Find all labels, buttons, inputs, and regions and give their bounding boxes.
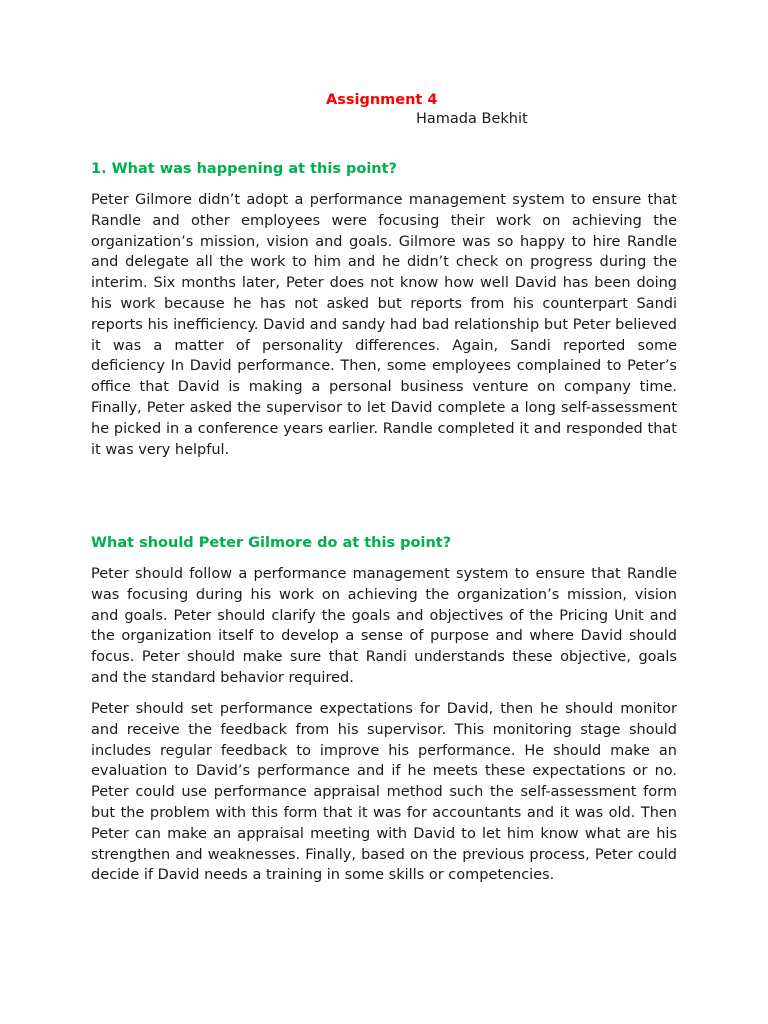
document-title: Assignment 4 [326, 92, 438, 108]
section-heading: 1. What was happening at this point? [91, 161, 397, 177]
paragraph: Peter should follow a performance management system to ensure that Randle was focusing during his work on achieving the organization’s mission, vision and goals. Peter should clarify the goals and objectives of the Pricing Unit and the organization itself to develop a sense of purpose and where David should focus. Peter should make sure that Randi understands these objective, goals and the standard behavior required. [91, 566, 677, 686]
paragraph: Peter should set performance expectations for David, then he should monitor and receive the feedback from his supervisor. This monitoring stage should includes regular feedback to improve his performance. He should make an evaluation to David’s performance and if he meets these expectations or no. Peter could use performance appraisal method such the self-assessment form but the problem with this form that it was for accountants and it was old. Then Peter can make an appraisal meeting with David to let him know what are his strengthen and weaknesses. Finally, based on the previous process, Peter could decide if David needs a training in some skills or competencies. [91, 701, 677, 884]
paragraph: Peter Gilmore didn’t adopt a performance management system to ensure that Randle and other employees were focusing their work on achieving the organization’s mission, vision and goals. Gilmore was so happy to hire Randle and delegate all the work to him and he didn’t check on progress during the interim. Six months later, Peter does not know how well David has been doing his work because he has not asked but reports from his counterpart Sandi reports his inefficiency. David and sandy had bad relationship but Peter believed it was a matter of personality differences. Again, Sandi reported some deficiency In David performance. Then, some employees complained to Peter’s office that David is making a personal business venture on company time. Finally, Peter asked the supervisor to let David complete a long self-assessment he picked in a conference years earlier. Randle completed it and responded that it was very helpful. [91, 192, 677, 458]
document-author: Hamada Bekhit [416, 111, 528, 127]
section-heading: What should Peter Gilmore do at this point? [91, 535, 452, 551]
